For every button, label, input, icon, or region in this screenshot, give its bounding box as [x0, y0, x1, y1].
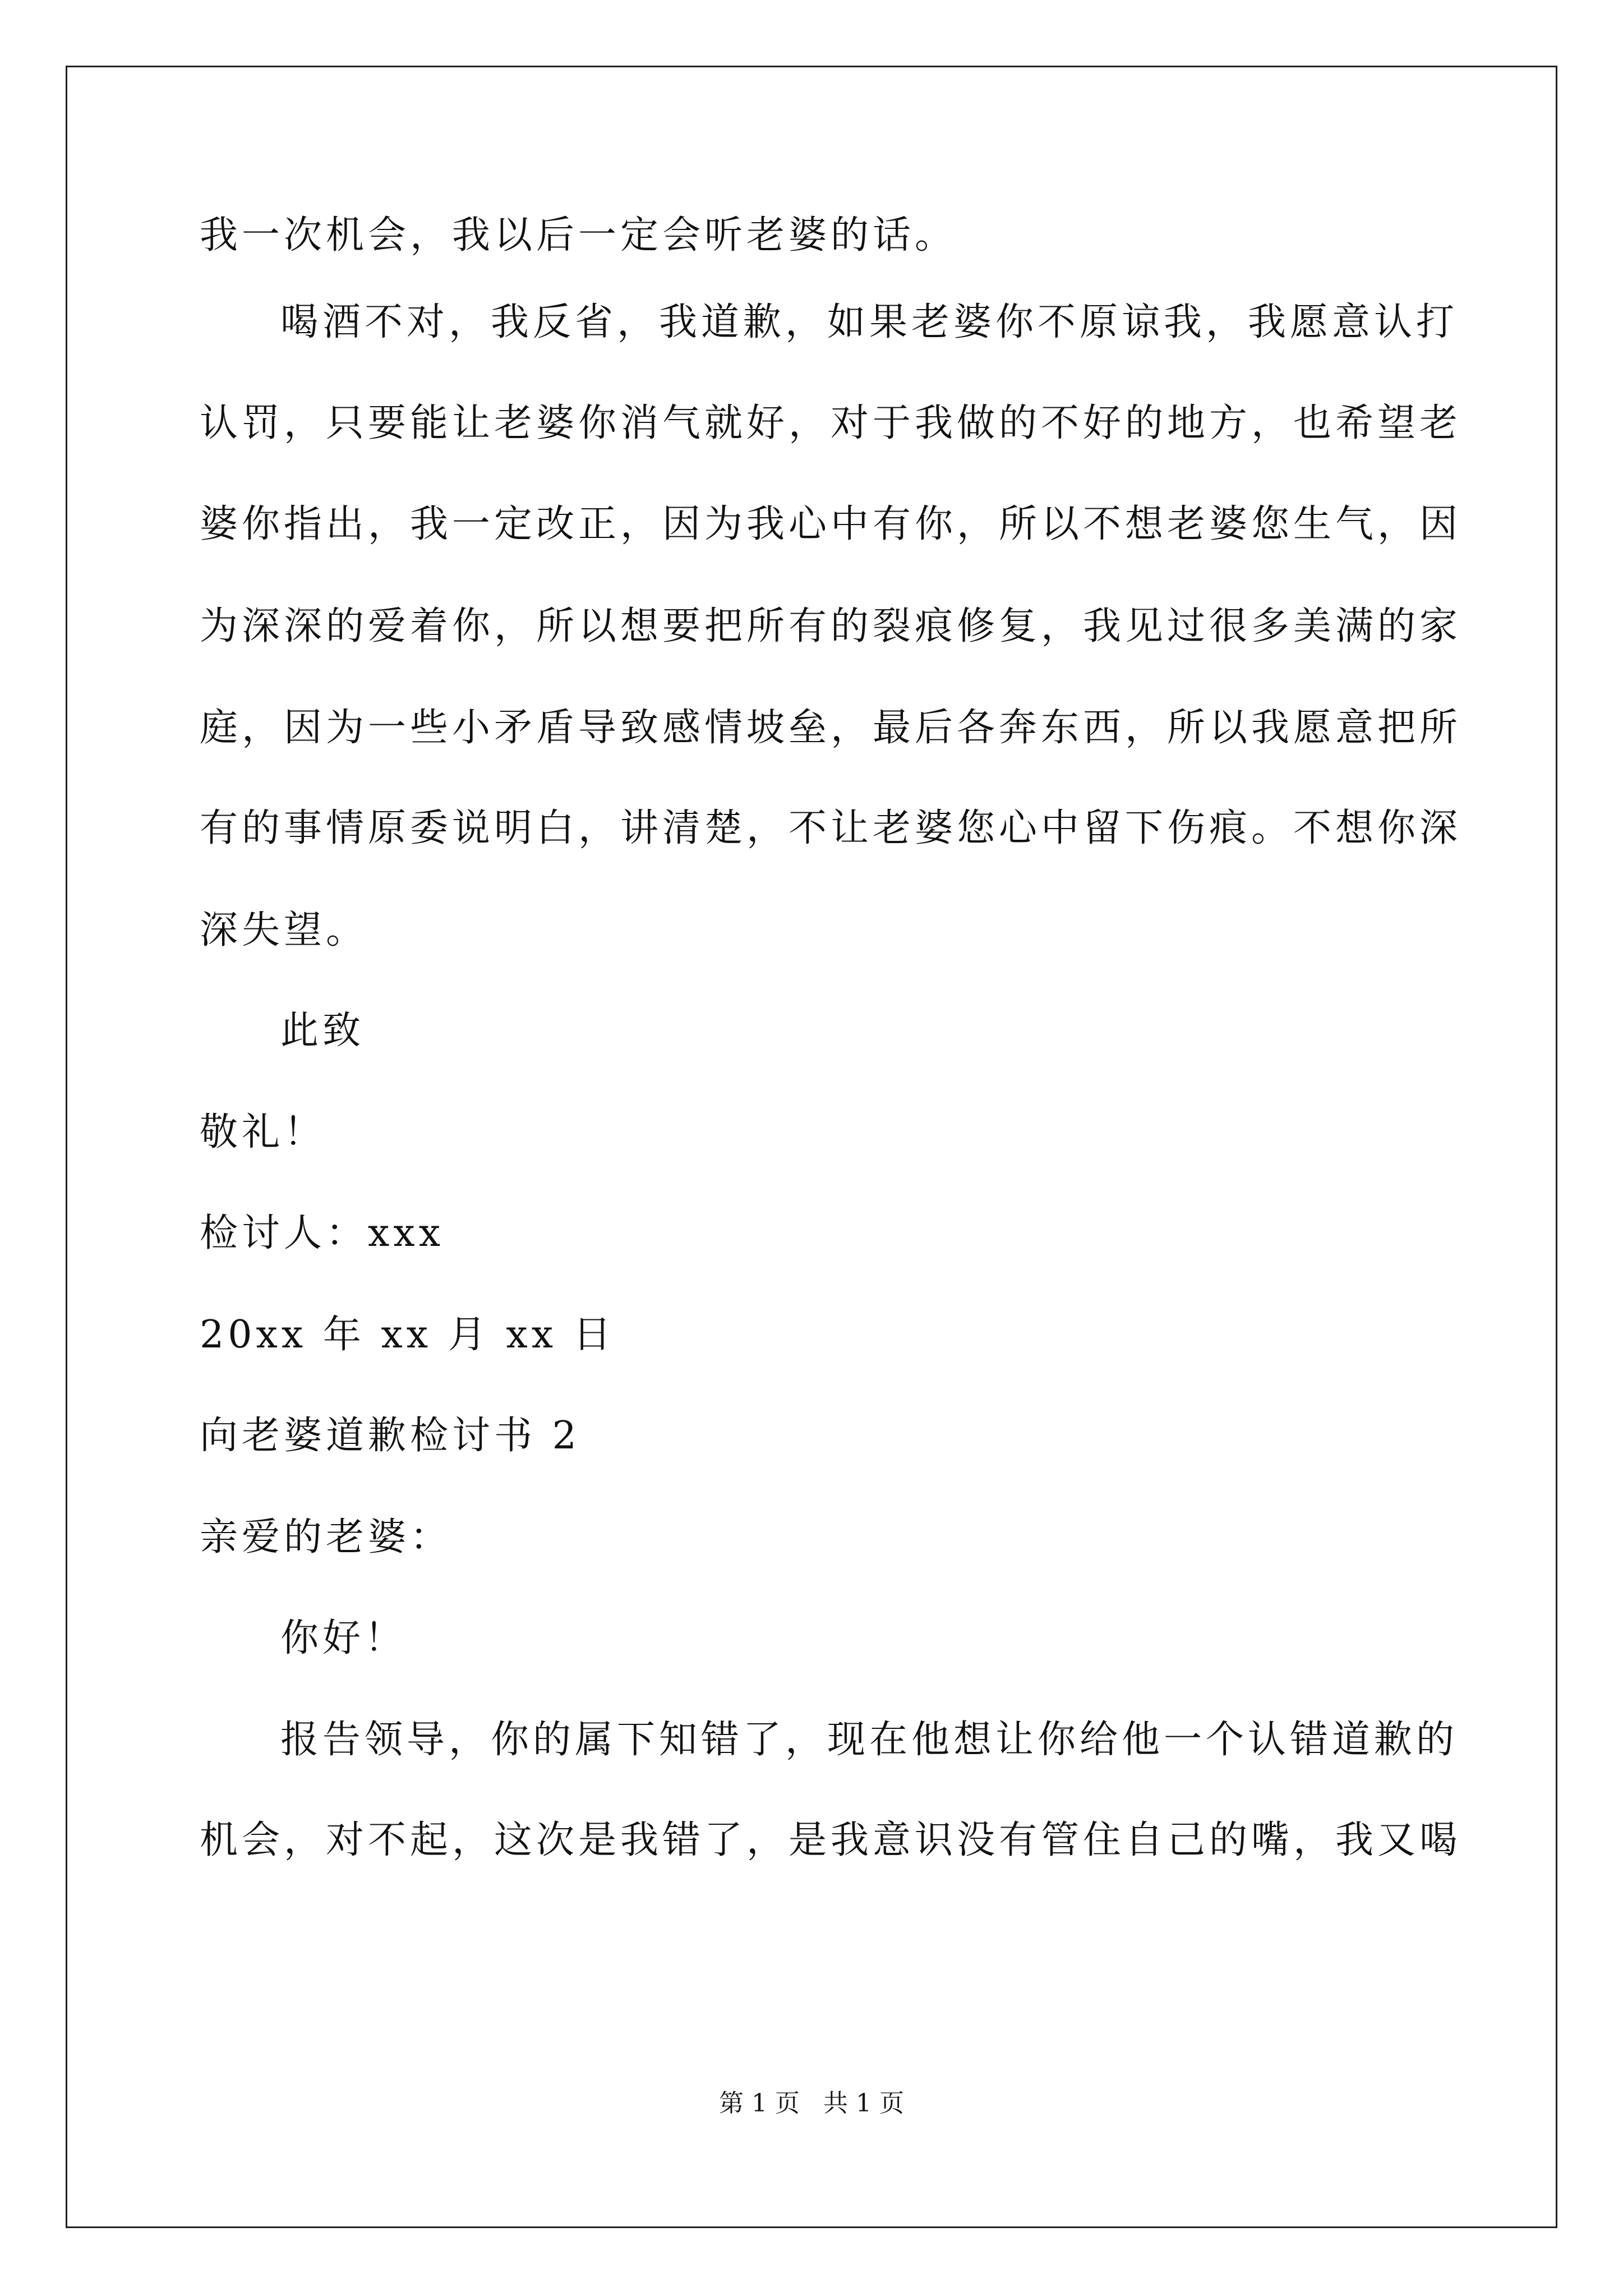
text-line: 为深深的爱着你，所以想要把所有的裂痕修复，我见过很多美满的家 [200, 604, 1462, 648]
text-line: 检讨人：xxx [200, 1211, 445, 1255]
text-line: 深失望。 [200, 908, 368, 953]
text-line: 喝酒不对，我反省，我道歉，如果老婆你不原谅我，我愿意认打 [280, 300, 1459, 344]
text-line: 亲爱的老婆： [200, 1515, 453, 1559]
page-footer: 第 1 页 共 1 页 [719, 2089, 904, 2118]
text-line: 敬礼！ [200, 1110, 326, 1154]
text-line: 机会，对不起，这次是我错了，是我意识没有管住自己的嘴，我又喝 [200, 1818, 1462, 1862]
text-line: 认罚，只要能让老婆你消气就好，对于我做的不好的地方，也希望老 [200, 401, 1462, 445]
text-line: 庭，因为一些小矛盾导致感情坡垒，最后各奔东西，所以我愿意把所 [200, 706, 1462, 750]
text-line: 向老婆道歉检讨书 2 [200, 1414, 580, 1458]
text-line: 此致 [280, 1009, 365, 1053]
text-line: 你好！ [280, 1616, 407, 1660]
text-line: 有的事情原委说明白，讲清楚，不让老婆您心中留下伤痕。不想你深 [200, 806, 1462, 850]
text-line: 婆你指出，我一定改正，因为我心中有你，所以不想老婆您生气，因 [200, 502, 1462, 546]
text-line: 20xx 年 xx 月 xx 日 [200, 1313, 615, 1357]
text-line: 报告领导，你的属下知错了，现在他想让你给他一个认错道歉的 [280, 1718, 1459, 1762]
text-line: 我一次机会，我以后一定会听老婆的话。 [200, 213, 957, 257]
